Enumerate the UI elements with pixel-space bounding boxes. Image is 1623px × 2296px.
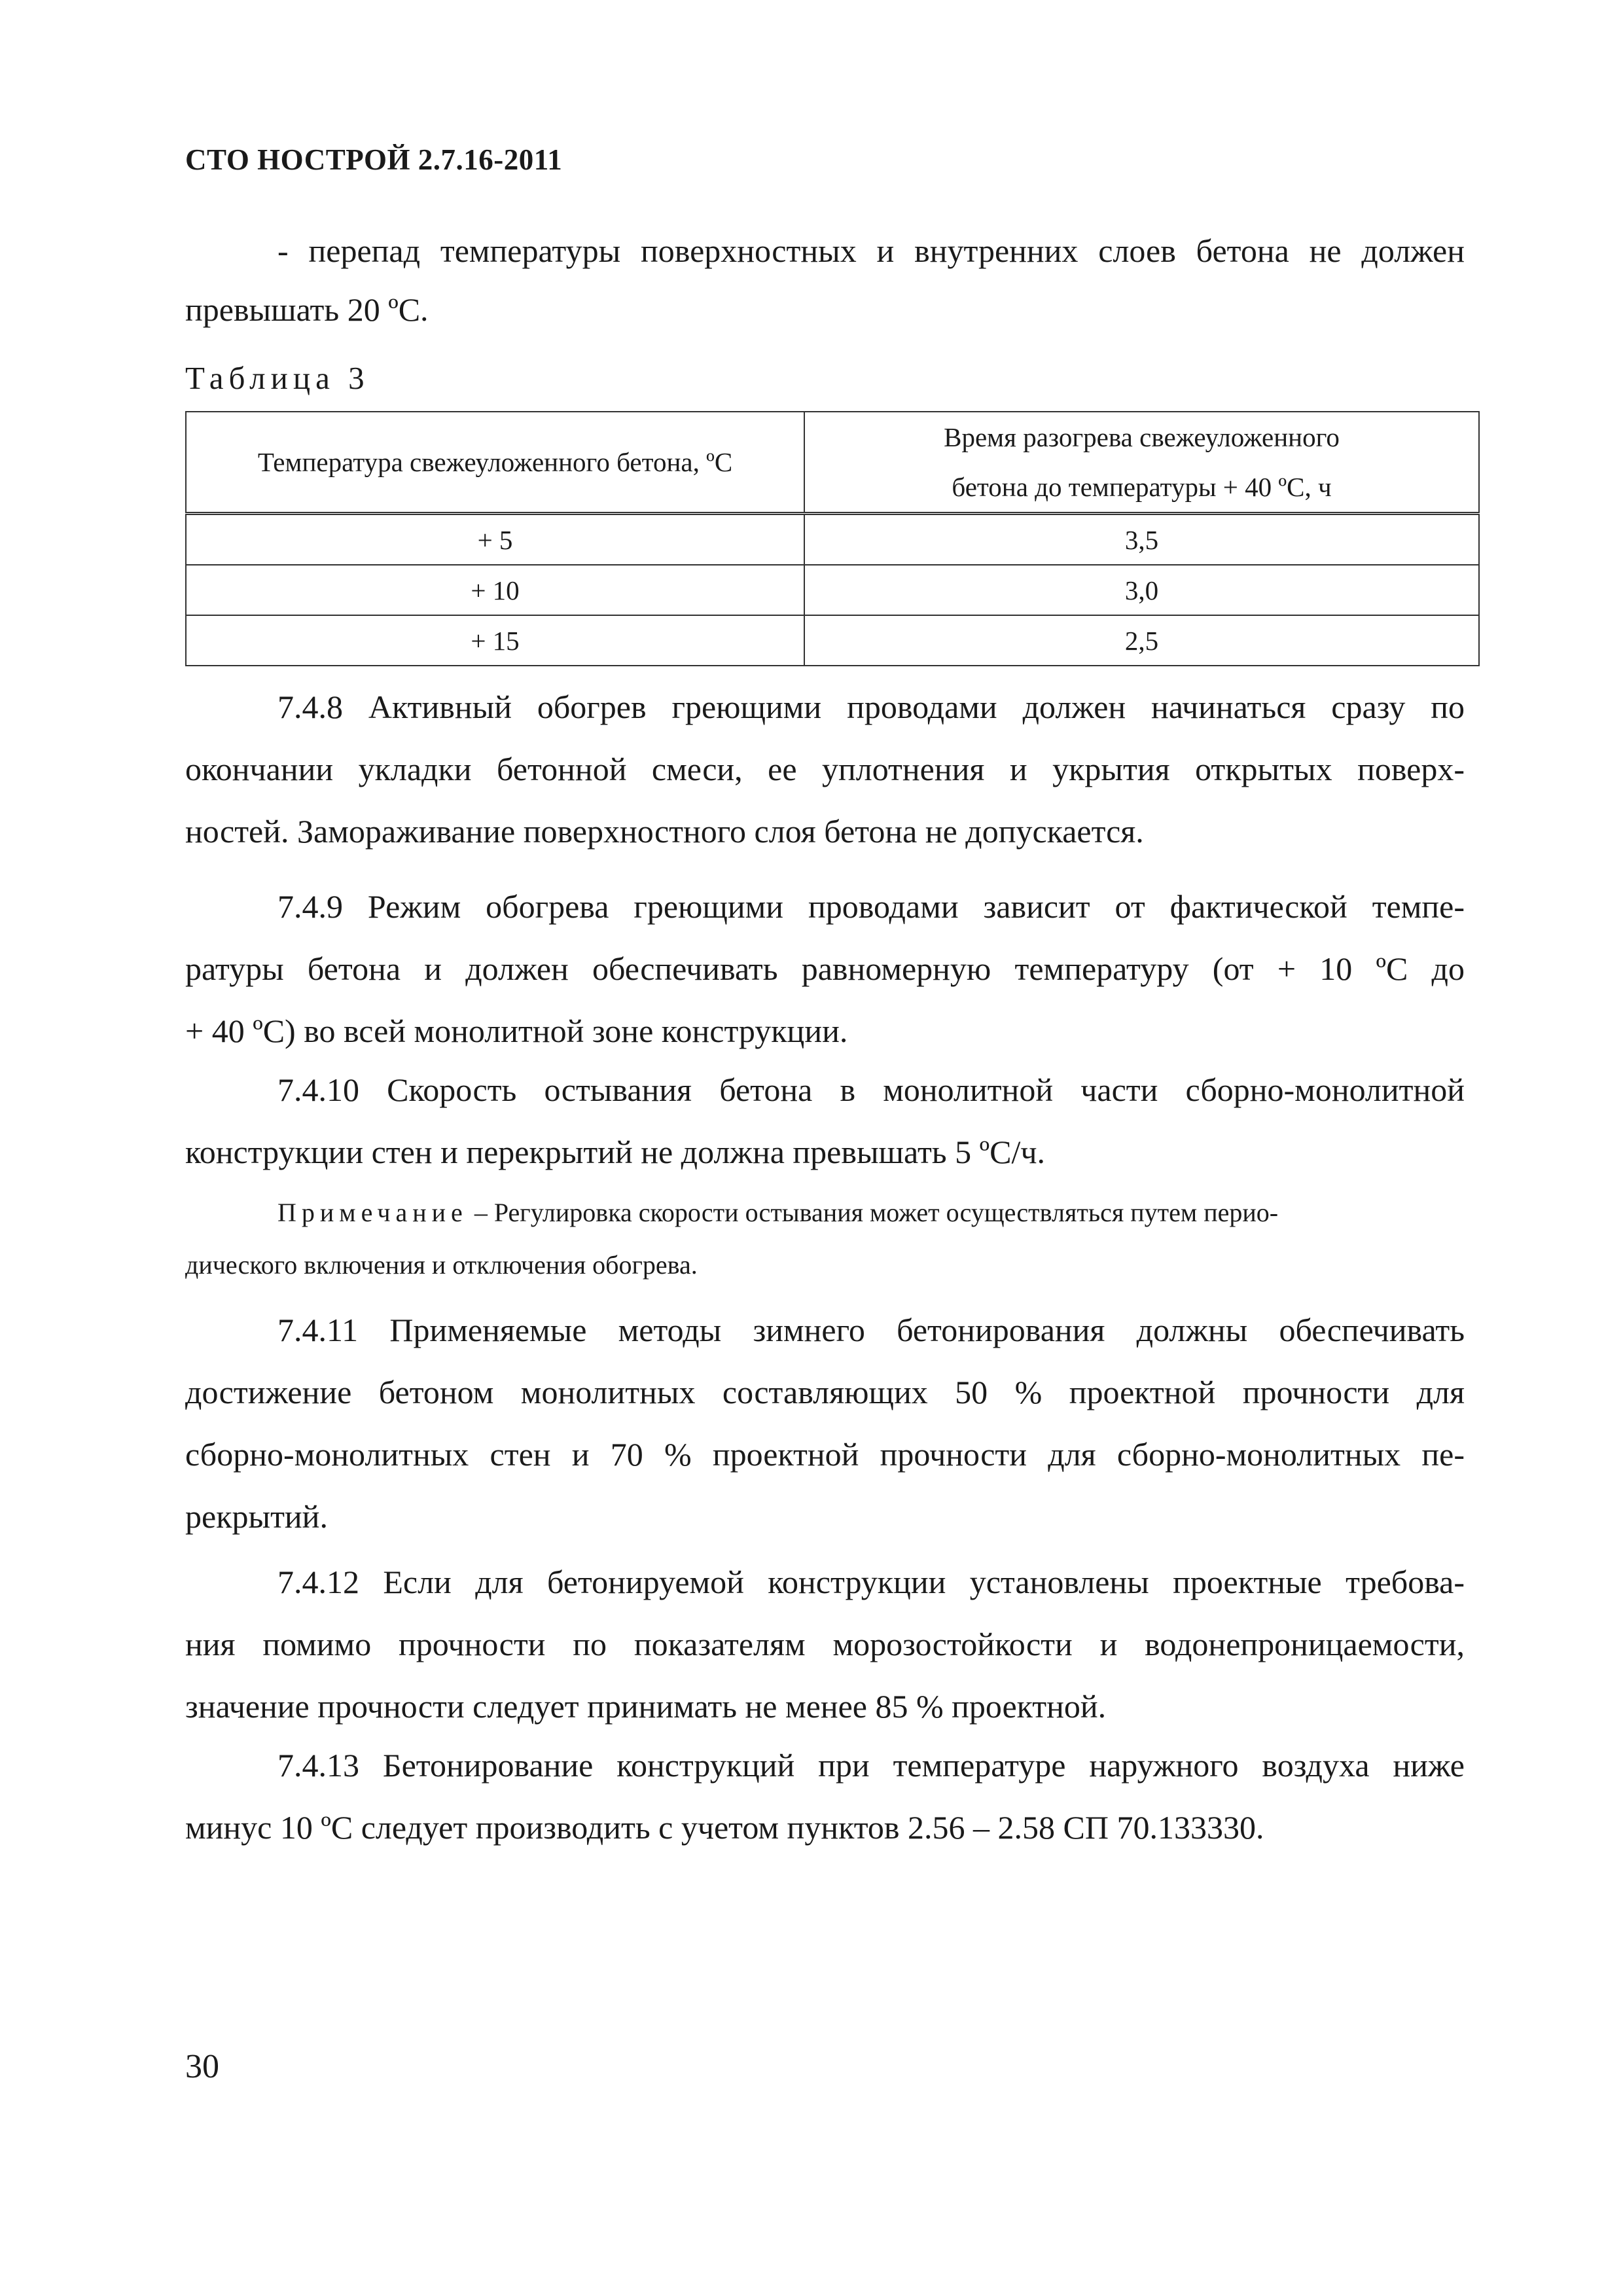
paragraph-7-4-11-line: достижение бетоном монолитных составляющих 50 % проектной прочности для [185, 1374, 1465, 1410]
paragraph-7-4-13-line: 7.4.13 Бетонирование конструкций при температуре наружного воздуха ниже [277, 1747, 1465, 1784]
paragraph-7-4-12-line: значение прочности следует принимать не менее 85 % проектной. [185, 1688, 1107, 1725]
paragraph-7-4-9-line: + 40 ºС) во всей монолитной зоне конструкции. [185, 1013, 848, 1049]
column-header-heating-time-line: Время разогрева свежеуложенного [944, 422, 1340, 452]
paragraph-7-4-11-line: 7.4.11 Применяемые методы зимнего бетонирования должны обеспечивать [277, 1312, 1465, 1348]
intro-line: превышать 20 ºС. [185, 291, 429, 328]
note-line: дического включения и отключения обогрева. [185, 1250, 698, 1280]
paragraph-7-4-8-line: окончании укладки бетонной смеси, ее уплотнения и укрытия открытых поверх- [185, 751, 1465, 787]
temperature-table [185, 411, 1480, 666]
table-header-row [186, 412, 1479, 514]
column-header-temperature: Температура свежеуложенного бетона, ºС [186, 412, 804, 514]
cell-temperature: + 5 [186, 514, 804, 565]
paragraph-7-4-9-line: ратуры бетона и должен обеспечивать равномерную температуру (от + 10 ºС до [185, 950, 1465, 987]
table-row [186, 615, 1479, 666]
note-label: Примечание [277, 1198, 468, 1227]
table-caption: Таблица 3 [185, 360, 370, 396]
intro-line: - перепад температуры поверхностных и внутренних слоев бетона не должен [277, 232, 1465, 269]
column-header-heating-time-line: бетона до температуры + 40 ºС, ч [952, 472, 1332, 502]
cell-temperature: + 15 [186, 615, 804, 666]
paragraph-7-4-11-line: рекрытий. [185, 1498, 328, 1535]
column-header-heating-time [804, 412, 1479, 514]
paragraph-7-4-8-line: 7.4.8 Активный обогрев греющими проводами должен начинаться сразу по [277, 689, 1465, 725]
page-number: 30 [185, 2048, 219, 2085]
cell-heating-time: 3,0 [804, 565, 1479, 615]
paragraph-7-4-11-line: сборно-монолитных стен и 70 % проектной прочности для сборно-монолитных пе- [185, 1436, 1465, 1473]
table-row [186, 565, 1479, 615]
paragraph-7-4-9-line: 7.4.9 Режим обогрева греющими проводами зависит от фактической темпе- [277, 888, 1465, 925]
paragraph-7-4-12-line: 7.4.12 Если для бетонируемой конструкции установлены проектные требова- [277, 1564, 1465, 1600]
paragraph-7-4-12-line: ния помимо прочности по показателям морозостойкости и водонепроницаемости, [185, 1626, 1465, 1662]
paragraph-7-4-10-line: конструкции стен и перекрытий не должна превышать 5 ºС/ч. [185, 1134, 1045, 1170]
cell-temperature: + 10 [186, 565, 804, 615]
paragraph-7-4-13-line: минус 10 ºС следует производить с учетом пунктов 2.56 – 2.58 СП 70.133330. [185, 1809, 1264, 1846]
paragraph-7-4-8-line: ностей. Замораживание поверхностного слоя бетона не допускается. [185, 813, 1144, 850]
cell-heating-time: 3,5 [804, 514, 1479, 565]
note-text: – Регулировка скорости остывания может осуществляться путем перио- [467, 1198, 1279, 1227]
table-row [186, 514, 1479, 565]
paragraph-7-4-10-line: 7.4.10 Скорость остывания бетона в монолитной части сборно-монолитной [277, 1071, 1465, 1108]
document-header: СТО НОСТРОЙ 2.7.16-2011 [185, 143, 563, 176]
note-line [277, 1200, 1278, 1226]
cell-heating-time: 2,5 [804, 615, 1479, 666]
